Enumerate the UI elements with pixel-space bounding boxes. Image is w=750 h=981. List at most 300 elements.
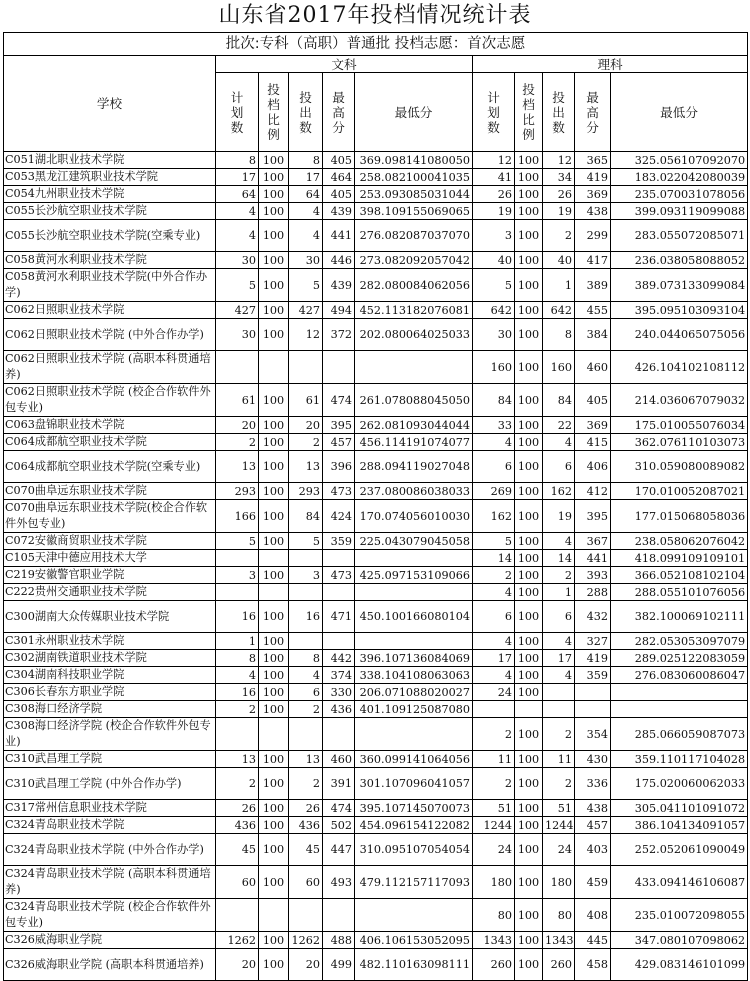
wenke-max-cell: 473 [323,483,355,500]
school-name: C308海口经济学院 (校企合作软件外包专业) [4,718,216,751]
table-row [4,567,748,584]
school-name: C058黄河水利职业技术学院(中外合作办学) [4,269,216,302]
like-max-cell: 445 [575,932,611,949]
like-max-cell: 369 [575,417,611,434]
like-max-cell: 403 [575,834,611,866]
school-name: C058黄河水利职业技术学院 [4,252,216,269]
like-plan-cell: 12 [473,152,515,169]
wenke-max-cell [323,633,355,650]
wenke-plan-cell: 436 [216,817,259,834]
wenke-out-cell: 5 [289,269,323,302]
table-row [4,252,748,269]
wenke-plan-cell: 293 [216,483,259,500]
wenke-max-cell: 395 [323,417,355,434]
wenke-max-cell: 460 [323,751,355,768]
like-out-cell: 17 [543,650,575,667]
header-lk-ratio: 投 档 比 例 [515,73,543,152]
wenke-max-cell: 372 [323,319,355,351]
wenke-max-cell: 359 [323,533,355,550]
like-plan-cell: 24 [473,684,515,701]
table-row [4,451,748,483]
wenke-ratio-cell: 100 [259,169,289,186]
like-out-cell: 11 [543,751,575,768]
wenke-out-cell: 20 [289,417,323,434]
wenke-ratio-cell: 100 [259,302,289,319]
like-max-cell: 369 [575,186,611,203]
table-row [4,949,748,981]
wenke-min-cell [355,718,473,751]
like-min-cell: 362.076110103073 [611,434,748,451]
like-out-cell: 4 [543,434,575,451]
like-ratio-cell: 100 [515,451,543,483]
like-out-cell [543,684,575,701]
like-min-cell: 288.055101076056 [611,584,748,601]
like-min-cell: 214.036067079032 [611,384,748,417]
table-row [4,768,748,800]
like-ratio-cell: 100 [515,834,543,866]
like-ratio-cell: 100 [515,751,543,768]
wenke-ratio-cell [259,899,289,932]
table-row [4,302,748,319]
wenke-ratio-cell: 100 [259,451,289,483]
school-name: C324青岛职业技术学院 [4,817,216,834]
school-name: C062日照职业技术学院 (中外合作办学) [4,319,216,351]
wenke-min-cell: 456.114191074077 [355,434,473,451]
like-min-cell [611,684,748,701]
school-name: C063盘锦职业技术学院 [4,417,216,434]
header-lk-min: 最低分 [611,73,748,152]
table-row [4,800,748,817]
like-out-cell: 2 [543,718,575,751]
wenke-plan-cell [216,351,259,384]
wenke-max-cell: 457 [323,434,355,451]
like-out-cell: 22 [543,417,575,434]
wenke-plan-cell: 13 [216,751,259,768]
wenke-max-cell: 391 [323,768,355,800]
wenke-out-cell: 2 [289,768,323,800]
like-max-cell: 458 [575,949,611,981]
wenke-ratio-cell: 100 [259,252,289,269]
table-row [4,417,748,434]
wenke-max-cell: 464 [323,169,355,186]
school-name: C062日照职业技术学院 (校企合作软件外包专业) [4,384,216,417]
wenke-max-cell: 441 [323,220,355,252]
like-max-cell [575,684,611,701]
wenke-ratio-cell: 100 [259,533,289,550]
wenke-plan-cell: 427 [216,302,259,319]
wenke-plan-cell [216,718,259,751]
like-out-cell: 26 [543,186,575,203]
like-ratio-cell: 100 [515,434,543,451]
wenke-max-cell: 405 [323,152,355,169]
wenke-min-cell: 237.080086038033 [355,483,473,500]
wenke-ratio-cell: 100 [259,483,289,500]
wenke-ratio-cell: 100 [259,633,289,650]
wenke-plan-cell: 45 [216,834,259,866]
school-name: C062日照职业技术学院 (高职本科贯通培养) [4,351,216,384]
wenke-min-cell: 258.082100041035 [355,169,473,186]
like-ratio-cell: 100 [515,220,543,252]
table-row [4,483,748,500]
wenke-ratio-cell: 100 [259,751,289,768]
school-name: C222贵州交通职业技术学院 [4,584,216,601]
like-max-cell: 354 [575,718,611,751]
like-plan-cell: 17 [473,650,515,667]
school-name: C064成都航空职业技术学院 [4,434,216,451]
wenke-min-cell: 282.080084062056 [355,269,473,302]
wenke-ratio-cell: 100 [259,667,289,684]
school-name: C070曲阜远东职业技术学院(校企合作软件外包专业) [4,500,216,533]
table-row [4,169,748,186]
table-row [4,932,748,949]
table-row [4,584,748,601]
wenke-plan-cell: 64 [216,186,259,203]
like-max-cell: 459 [575,866,611,899]
like-min-cell: 235.010072098055 [611,899,748,932]
school-name: C310武昌理工学院 [4,751,216,768]
like-max-cell: 299 [575,220,611,252]
wenke-ratio-cell: 100 [259,684,289,701]
school-name: C324青岛职业技术学院 (高职本科贯通培养) [4,866,216,899]
like-out-cell: 1 [543,584,575,601]
like-out-cell: 260 [543,949,575,981]
wenke-max-cell [323,584,355,601]
like-ratio-cell: 100 [515,550,543,567]
like-min-cell: 175.020060062033 [611,768,748,800]
wenke-out-cell [289,351,323,384]
school-name: C105天津中德应用技术大学 [4,550,216,567]
wenke-min-cell: 369.098141080050 [355,152,473,169]
wenke-plan-cell: 3 [216,567,259,584]
wenke-max-cell [323,718,355,751]
like-plan-cell: 162 [473,500,515,533]
wenke-ratio-cell: 100 [259,834,289,866]
like-out-cell: 12 [543,152,575,169]
header-like: 理科 [473,56,748,73]
wenke-out-cell: 13 [289,451,323,483]
like-max-cell: 365 [575,152,611,169]
wenke-plan-cell: 13 [216,451,259,483]
like-ratio-cell: 100 [515,899,543,932]
header-wk-out: 投 出 数 [289,73,323,152]
like-max-cell: 460 [575,351,611,384]
wenke-plan-cell: 4 [216,203,259,220]
wenke-max-cell: 442 [323,650,355,667]
wenke-min-cell: 310.095107054054 [355,834,473,866]
wenke-ratio-cell: 100 [259,384,289,417]
wenke-min-cell: 288.094119027048 [355,451,473,483]
table-row [4,220,748,252]
like-max-cell: 393 [575,567,611,584]
like-ratio-cell: 100 [515,684,543,701]
like-plan-cell: 2 [473,768,515,800]
wenke-plan-cell: 1 [216,633,259,650]
wenke-out-cell: 13 [289,751,323,768]
wenke-ratio-cell: 100 [259,800,289,817]
like-plan-cell: 80 [473,899,515,932]
like-out-cell: 8 [543,319,575,351]
header-lk-plan: 计 划 数 [473,73,515,152]
wenke-out-cell [289,550,323,567]
like-plan-cell: 84 [473,384,515,417]
wenke-min-cell: 338.104108063063 [355,667,473,684]
wenke-out-cell [289,633,323,650]
like-max-cell: 419 [575,650,611,667]
wenke-out-cell: 60 [289,866,323,899]
table-row [4,550,748,567]
like-max-cell: 395 [575,500,611,533]
wenke-out-cell [289,899,323,932]
like-plan-cell: 269 [473,483,515,500]
like-min-cell: 389.073133099084 [611,269,748,302]
wenke-max-cell: 499 [323,949,355,981]
like-ratio-cell: 100 [515,667,543,684]
table-row [4,701,748,718]
like-plan-cell: 4 [473,667,515,684]
like-max-cell: 455 [575,302,611,319]
like-plan-cell: 4 [473,633,515,650]
table-row [4,718,748,751]
like-min-cell: 305.041101091072 [611,800,748,817]
wenke-ratio-cell: 100 [259,220,289,252]
like-out-cell: 4 [543,633,575,650]
wenke-max-cell: 493 [323,866,355,899]
like-min-cell: 395.095103093104 [611,302,748,319]
wenke-out-cell: 2 [289,701,323,718]
wenke-plan-cell: 8 [216,152,259,169]
like-min-cell: 175.010055076034 [611,417,748,434]
like-plan-cell: 5 [473,269,515,302]
like-min-cell [611,701,748,718]
school-name: C300湖南大众传媒职业技术学院 [4,601,216,633]
like-ratio-cell: 100 [515,152,543,169]
like-out-cell: 162 [543,483,575,500]
wenke-ratio-cell: 100 [259,152,289,169]
table-row [4,384,748,417]
table-row [4,650,748,667]
wenke-out-cell: 2 [289,434,323,451]
like-out-cell: 4 [543,667,575,684]
school-name: C219安徽警官职业学院 [4,567,216,584]
wenke-min-cell: 262.081093044044 [355,417,473,434]
wenke-out-cell: 436 [289,817,323,834]
like-min-cell: 429.083146101099 [611,949,748,981]
like-plan-cell: 14 [473,550,515,567]
like-out-cell: 180 [543,866,575,899]
wenke-ratio-cell [259,550,289,567]
wenke-max-cell [323,351,355,384]
like-out-cell: 40 [543,252,575,269]
wenke-plan-cell [216,550,259,567]
wenke-out-cell: 4 [289,203,323,220]
like-plan-cell: 26 [473,186,515,203]
header-lk-out: 投 出 数 [543,73,575,152]
like-ratio-cell: 100 [515,584,543,601]
like-out-cell: 19 [543,203,575,220]
wenke-plan-cell: 26 [216,800,259,817]
wenke-min-cell [355,550,473,567]
wenke-max-cell: 424 [323,500,355,533]
wenke-ratio-cell: 100 [259,817,289,834]
like-max-cell: 408 [575,899,611,932]
wenke-ratio-cell [259,584,289,601]
wenke-min-cell: 452.113182076081 [355,302,473,319]
wenke-ratio-cell: 100 [259,701,289,718]
header-wk-plan: 计 划 数 [216,73,259,152]
school-name: C308海口经济学院 [4,701,216,718]
wenke-max-cell: 405 [323,186,355,203]
like-max-cell: 405 [575,384,611,417]
table-row [4,817,748,834]
wenke-out-cell [289,584,323,601]
header-wk-ratio: 投 档 比 例 [259,73,289,152]
wenke-ratio-cell: 100 [259,567,289,584]
like-plan-cell: 180 [473,866,515,899]
like-ratio-cell: 100 [515,601,543,633]
wenke-plan-cell: 17 [216,169,259,186]
school-name: C306长春东方职业学院 [4,684,216,701]
like-plan-cell: 24 [473,834,515,866]
like-ratio-cell: 100 [515,417,543,434]
wenke-ratio-cell: 100 [259,417,289,434]
like-max-cell: 419 [575,169,611,186]
wenke-plan-cell: 30 [216,252,259,269]
like-out-cell [543,701,575,718]
like-ratio-cell: 100 [515,351,543,384]
wenke-max-cell: 471 [323,601,355,633]
like-plan-cell: 11 [473,751,515,768]
wenke-out-cell: 5 [289,533,323,550]
wenke-min-cell: 482.110163098111 [355,949,473,981]
like-out-cell: 80 [543,899,575,932]
wenke-plan-cell: 166 [216,500,259,533]
school-name: C317常州信息职业技术学院 [4,800,216,817]
wenke-max-cell: 374 [323,667,355,684]
like-min-cell: 252.052061090049 [611,834,748,866]
wenke-max-cell: 330 [323,684,355,701]
wenke-out-cell: 20 [289,949,323,981]
table-row [4,434,748,451]
like-min-cell: 236.038058088052 [611,252,748,269]
wenke-min-cell: 360.099141064056 [355,751,473,768]
wenke-max-cell: 439 [323,203,355,220]
wenke-min-cell: 398.109155069065 [355,203,473,220]
like-out-cell: 51 [543,800,575,817]
batch-line: 批次:专科（高职）普通批 投档志愿：首次志愿 [4,33,748,56]
like-min-cell: 310.059080089082 [611,451,748,483]
like-min-cell: 276.083060086047 [611,667,748,684]
wenke-min-cell: 301.107096041057 [355,768,473,800]
wenke-plan-cell: 20 [216,417,259,434]
wenke-out-cell: 1262 [289,932,323,949]
like-plan-cell: 160 [473,351,515,384]
like-out-cell: 4 [543,533,575,550]
like-plan-cell [473,701,515,718]
wenke-ratio-cell: 100 [259,269,289,302]
like-plan-cell: 41 [473,169,515,186]
wenke-plan-cell: 2 [216,701,259,718]
like-min-cell: 325.056107092070 [611,152,748,169]
table-row [4,601,748,633]
school-name: C302湖南铁道职业技术学院 [4,650,216,667]
like-ratio-cell: 100 [515,203,543,220]
table-row [4,533,748,550]
table-row [4,500,748,533]
like-out-cell: 84 [543,384,575,417]
wenke-plan-cell: 4 [216,667,259,684]
like-min-cell: 399.093119099088 [611,203,748,220]
like-ratio-cell: 100 [515,500,543,533]
like-max-cell: 457 [575,817,611,834]
wenke-plan-cell: 4 [216,220,259,252]
wenke-max-cell: 439 [323,269,355,302]
wenke-min-cell: 406.106153052095 [355,932,473,949]
wenke-max-cell: 446 [323,252,355,269]
like-ratio-cell: 100 [515,633,543,650]
wenke-plan-cell: 8 [216,650,259,667]
wenke-out-cell: 16 [289,601,323,633]
wenke-ratio-cell [259,718,289,751]
like-min-cell: 238.058062076042 [611,533,748,550]
like-max-cell: 384 [575,319,611,351]
like-min-cell: 359.110117104028 [611,751,748,768]
like-out-cell: 6 [543,451,575,483]
like-plan-cell: 51 [473,800,515,817]
wenke-min-cell: 396.107136084069 [355,650,473,667]
table-row [4,203,748,220]
table-row [4,152,748,169]
like-plan-cell: 642 [473,302,515,319]
table-row [4,633,748,650]
wenke-max-cell [323,899,355,932]
like-min-cell: 426.104102108112 [611,351,748,384]
like-ratio-cell: 100 [515,186,543,203]
like-plan-cell: 3 [473,220,515,252]
wenke-max-cell [323,550,355,567]
wenke-ratio-cell: 100 [259,866,289,899]
like-max-cell: 389 [575,269,611,302]
like-plan-cell: 1244 [473,817,515,834]
like-ratio-cell: 100 [515,269,543,302]
like-min-cell: 418.099109109101 [611,550,748,567]
header-wenke: 文科 [216,56,473,73]
like-plan-cell: 5 [473,533,515,550]
like-plan-cell: 260 [473,949,515,981]
like-ratio-cell: 100 [515,319,543,351]
table-row [4,186,748,203]
like-out-cell: 160 [543,351,575,384]
like-min-cell: 386.104134091057 [611,817,748,834]
like-out-cell: 642 [543,302,575,319]
wenke-ratio-cell [259,351,289,384]
wenke-max-cell: 494 [323,302,355,319]
table-row [4,269,748,302]
wenke-out-cell: 4 [289,667,323,684]
like-ratio-cell: 100 [515,384,543,417]
like-plan-cell: 19 [473,203,515,220]
wenke-plan-cell: 60 [216,866,259,899]
like-max-cell: 438 [575,203,611,220]
wenke-ratio-cell: 100 [259,601,289,633]
school-name: C070曲阜远东职业技术学院 [4,483,216,500]
page-title: 山东省2017年投档情况统计表 [218,3,532,28]
table-row [4,899,748,932]
like-max-cell: 441 [575,550,611,567]
like-max-cell: 288 [575,584,611,601]
wenke-out-cell: 8 [289,650,323,667]
wenke-min-cell [355,633,473,650]
wenke-max-cell: 502 [323,817,355,834]
